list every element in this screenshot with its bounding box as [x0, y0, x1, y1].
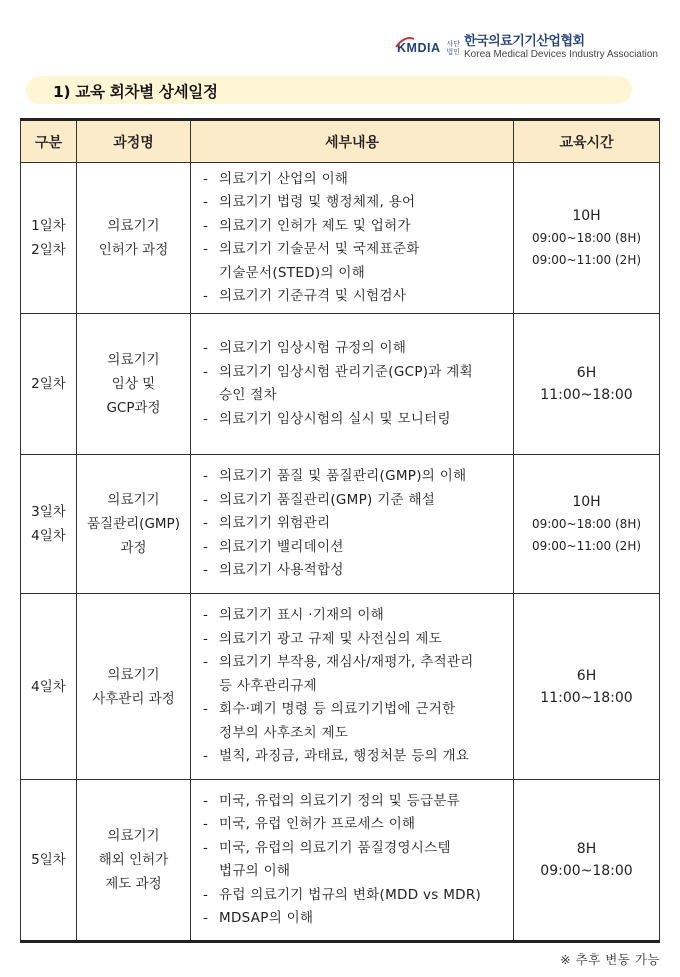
detail-item [203, 536, 507, 560]
detail-item [203, 559, 507, 583]
detail-text: 의료기기 법령 및 행정체제, 용어 [219, 194, 416, 210]
time-slot: 09:00~18:00 (8H) [531, 517, 642, 531]
details-list [203, 337, 507, 431]
total-hours: 8H [576, 841, 597, 857]
detail-text: 미국, 유럽의 의료기기 정의 및 등급분류 [219, 792, 461, 809]
dash-bullet: - [203, 241, 209, 257]
dash-bullet: - [203, 363, 209, 380]
dash-bullet: - [203, 910, 209, 926]
time-slot: 09:00~18:00 (8H) [531, 231, 642, 245]
dash-bullet: - [203, 491, 209, 508]
detail-item [203, 168, 507, 192]
detail-item [203, 884, 507, 908]
detail-text: 의료기기 임상시험의 실시 및 모니터링 [219, 410, 451, 427]
detail-item [203, 408, 507, 432]
detail-item [203, 651, 507, 698]
detail-text: 등 사후관리규제 [219, 677, 317, 694]
detail-item [203, 813, 507, 837]
table-header-row [21, 120, 660, 163]
dash-bullet: - [203, 562, 209, 579]
dash-bullet: - [203, 170, 209, 187]
detail-text: 의료기기 기술문서 및 국제표준화 [219, 241, 420, 257]
detail-text: 의료기기 표시 ·기재의 이해 [219, 607, 385, 624]
cell-time [514, 780, 660, 942]
detail-text: 의료기기 밸리데이션 [219, 538, 344, 555]
header-time: 교육시간 [514, 120, 660, 163]
total-hours: 6H [576, 667, 597, 684]
total-hours: 10H [572, 208, 601, 224]
dash-bullet: - [203, 410, 209, 427]
dash-bullet: - [203, 654, 209, 671]
dash-bullet: - [203, 701, 209, 718]
time-slot: 09:00~11:00 (2H) [531, 539, 642, 553]
course-line: 해외 인허가 [98, 852, 169, 868]
detail-text: 미국, 유럽 인허가 프로세스 이해 [219, 816, 416, 832]
time-slot: 11:00~18:00 [540, 387, 633, 403]
section-title-bar [26, 76, 632, 104]
course-line: 의료기기 [107, 492, 160, 508]
detail-text: 미국, 유럽의 의료기기 품질경영시스템 [219, 839, 451, 856]
detail-item [203, 837, 507, 884]
day-line: 2일차 [31, 242, 66, 258]
dash-bullet: - [203, 748, 209, 765]
logo-swoosh-icon [395, 35, 415, 49]
org-name-kr: 한국의료기기산업협회 [464, 34, 585, 49]
kmdia-logo [395, 34, 658, 61]
detail-text: MDSAP의 이해 [219, 910, 314, 926]
course-line: 제도 과정 [105, 876, 162, 892]
table-row [21, 455, 660, 594]
detail-item [203, 628, 507, 652]
detail-item [203, 361, 507, 408]
schedule-body [21, 163, 660, 942]
details-list [203, 604, 507, 769]
table-row [21, 594, 660, 780]
org-name-en: Korea Medical Devices Industry Association [464, 49, 658, 60]
dash-bullet: - [203, 607, 209, 624]
day-line: 5일차 [31, 852, 66, 868]
cell-details [191, 314, 514, 455]
day-line: 1일차 [31, 218, 66, 234]
table-row [21, 163, 660, 314]
cell-course [77, 455, 191, 594]
course-line: 임상 및 [111, 376, 156, 392]
detail-item [203, 512, 507, 536]
details-list [203, 790, 507, 931]
detail-item [203, 337, 507, 361]
details-list [203, 465, 507, 583]
header-details: 세부내용 [191, 120, 514, 163]
day-line: 4일차 [31, 678, 66, 695]
cell-day [21, 163, 77, 314]
cell-details [191, 594, 514, 780]
time-slot: 09:00~18:00 [540, 863, 633, 879]
dash-bullet: - [203, 839, 209, 856]
detail-item [203, 698, 507, 745]
dash-bullet: - [203, 538, 209, 555]
course-line: 품질관리(GMP) [87, 516, 180, 532]
detail-text: 의료기기 산업의 이해 [219, 170, 349, 187]
dash-bullet: - [203, 792, 209, 809]
detail-text: 의료기기 사용적합성 [219, 562, 344, 579]
detail-item [203, 604, 507, 628]
course-line: 의료기기 [107, 666, 160, 683]
detail-item [203, 907, 507, 931]
course-line: 사후관리 과정 [92, 690, 175, 707]
total-hours: 10H [572, 494, 601, 510]
detail-item [203, 790, 507, 814]
total-hours: 6H [576, 365, 597, 381]
cell-day [21, 314, 77, 455]
time-slot: 11:00~18:00 [540, 689, 633, 706]
dash-bullet: - [203, 468, 209, 485]
detail-text: 법규의 이해 [219, 863, 291, 879]
detail-text: 의료기기 인허가 제도 및 업허가 [219, 217, 411, 234]
detail-text: 의료기기 광고 규제 및 사전심의 제도 [219, 630, 443, 647]
logo-mark-text: KMDIA [397, 40, 441, 55]
cell-time [514, 314, 660, 455]
detail-item [203, 238, 507, 285]
time-slot: 09:00~11:00 (2H) [531, 253, 642, 267]
detail-item [203, 745, 507, 769]
logo-text [464, 34, 658, 61]
detail-item [203, 489, 507, 513]
dash-bullet: - [203, 515, 209, 532]
detail-text: 벌칙, 과징금, 과태료, 행정처분 등의 개요 [219, 748, 470, 765]
detail-text: 의료기기 임상시험 관리기준(GCP)과 계획 [219, 363, 473, 380]
detail-item [203, 285, 507, 309]
cell-details [191, 780, 514, 942]
change-note: ※ 추후 변동 가능 [560, 952, 660, 967]
cell-time [514, 594, 660, 780]
logo-mark [395, 41, 440, 55]
dash-bullet: - [203, 886, 209, 903]
course-line: 과정 [120, 540, 147, 556]
dash-bullet: - [203, 288, 209, 304]
logo-subtitle: 사단 법인 [446, 39, 461, 56]
cell-time [514, 163, 660, 314]
detail-text: 의료기기 부작용, 재심사/재평가, 추적관리 [219, 654, 474, 671]
detail-text: 의료기기 기준규격 및 시험검사 [219, 288, 407, 304]
cell-course [77, 594, 191, 780]
detail-item [203, 191, 507, 215]
dash-bullet: - [203, 340, 209, 356]
detail-text: 정부의 사후조치 제도 [219, 724, 349, 741]
detail-item [203, 215, 507, 239]
cell-course [77, 163, 191, 314]
cell-day [21, 455, 77, 594]
course-line: 의료기기 [107, 352, 160, 368]
cell-time [514, 455, 660, 594]
table-row [21, 314, 660, 455]
section-title: 1) 교육 회차별 상세일정 [53, 83, 218, 101]
cell-day [21, 594, 77, 780]
course-line: 인허가 과정 [98, 242, 169, 258]
table-row [21, 780, 660, 942]
detail-text: 기술문서(STED)의 이해 [219, 264, 366, 281]
detail-text: 의료기기 위험관리 [219, 515, 331, 532]
cell-course [77, 780, 191, 942]
course-line: GCP과정 [106, 400, 161, 416]
cell-details [191, 455, 514, 594]
day-line: 3일차 [31, 504, 66, 520]
detail-text: 승인 절차 [219, 387, 277, 403]
course-line: 의료기기 [107, 218, 160, 234]
detail-text: 회수·폐기 명령 등 의료기기법에 근거한 [219, 701, 456, 718]
dash-bullet: - [203, 630, 209, 647]
header-course: 과정명 [77, 120, 191, 163]
detail-text: 의료기기 품질 및 품질관리(GMP)의 이해 [219, 468, 467, 485]
detail-item [203, 465, 507, 489]
detail-text: 의료기기 임상시험 규정의 이해 [219, 340, 407, 356]
detail-text: 의료기기 품질관리(GMP) 기준 해설 [219, 491, 436, 508]
header-day: 구분 [21, 120, 77, 163]
schedule-table [20, 118, 660, 943]
day-line: 2일차 [31, 376, 66, 392]
cell-day [21, 780, 77, 942]
dash-bullet: - [203, 194, 209, 210]
detail-text: 유럽 의료기기 법규의 변화(MDD vs MDR) [219, 886, 482, 903]
dash-bullet: - [203, 816, 209, 832]
details-list [203, 168, 507, 309]
cell-course [77, 314, 191, 455]
course-line: 의료기기 [107, 828, 160, 844]
dash-bullet: - [203, 217, 209, 234]
cell-details [191, 163, 514, 314]
day-line: 4일차 [31, 528, 66, 544]
